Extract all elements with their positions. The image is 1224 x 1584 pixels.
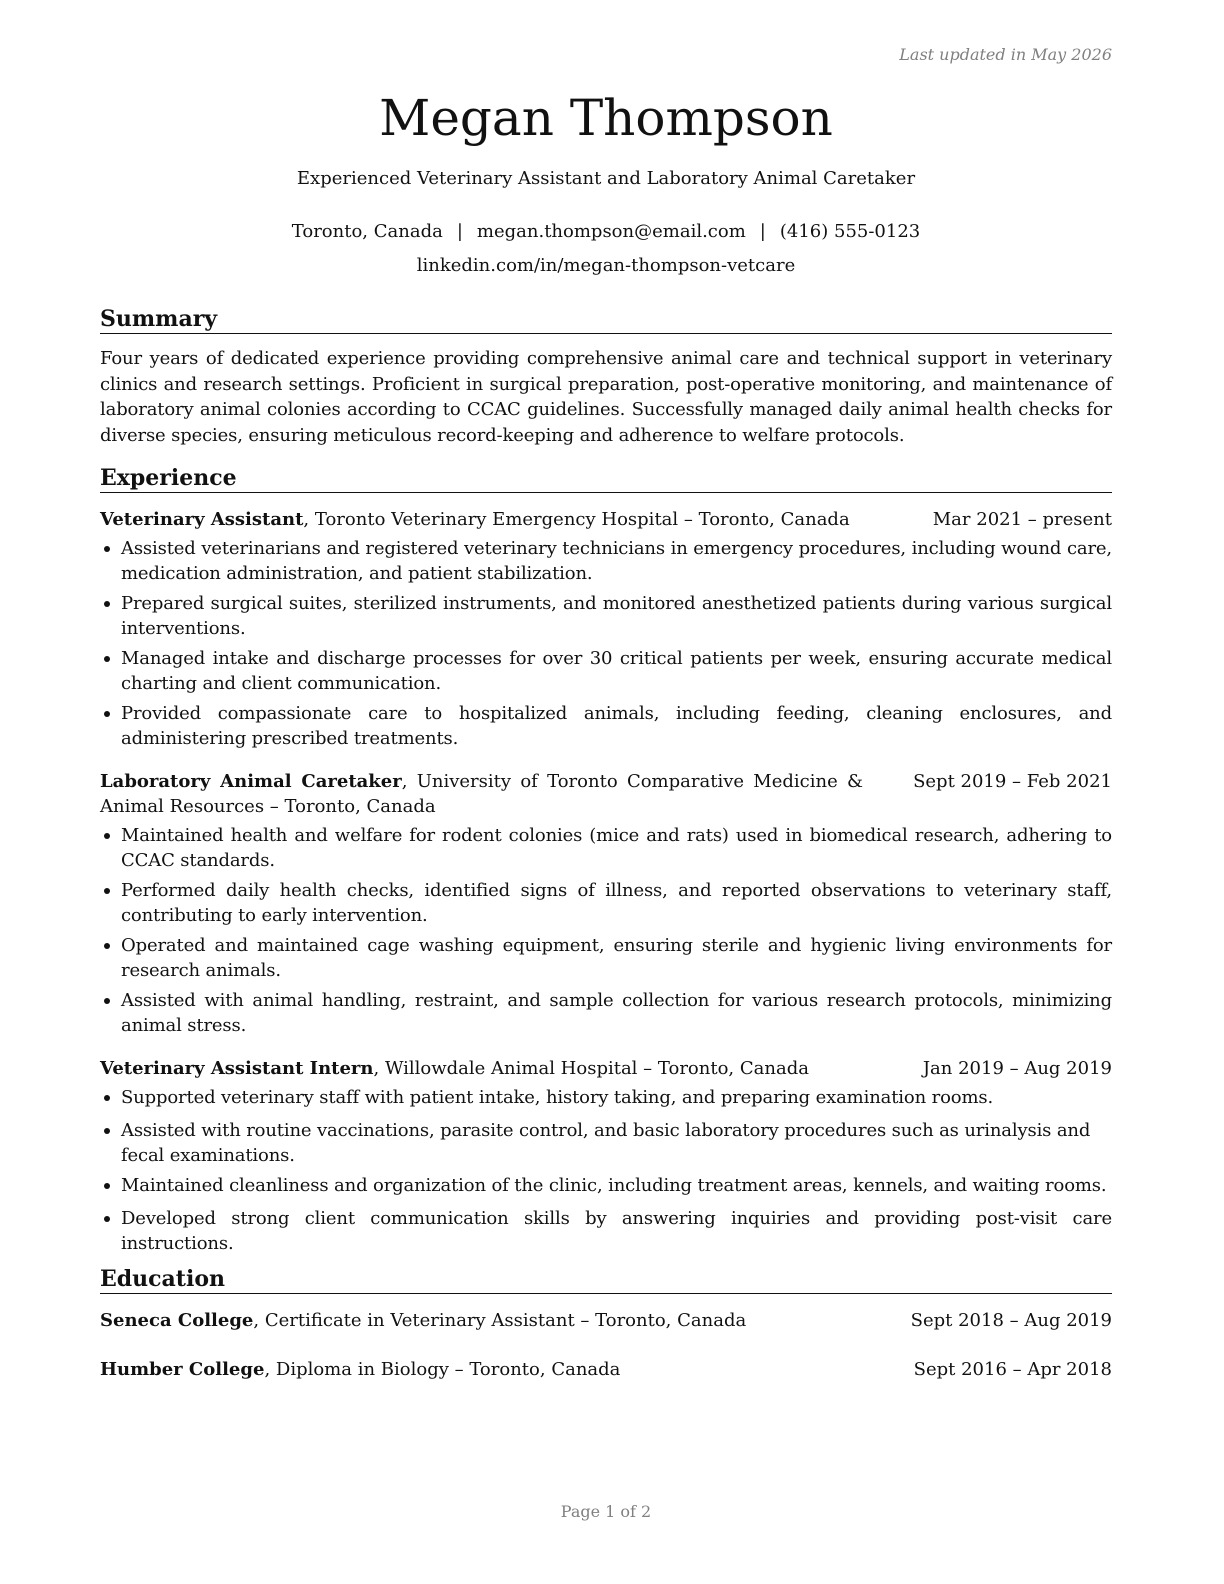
separator: | bbox=[759, 221, 766, 242]
bullet-dot bbox=[104, 1095, 110, 1101]
education-date: Sept 2016 – Apr 2018 bbox=[913, 1359, 1112, 1380]
summary-text: Four years of dedicated experience providing comprehensive animal care and technical support in veterinary clinics and research settings. Proficient in surgical preparation, post-operative monitoring, and maintenance of laboratory animal colonies according to CCAC guidelines. Successfully managed daily animal health checks for diverse species, ensuring meticulous record-keeping and adherence to welfare protocols. bbox=[100, 348, 1112, 446]
bullet-text: Maintained health and welfare for rodent colonies (mice and rats) used in biomedical research, adhering to CCAC standards. bbox=[121, 825, 1112, 871]
bullet-dot bbox=[104, 711, 110, 717]
phone: (416) 555-0123 bbox=[779, 221, 921, 242]
bullet-text: Developed strong client communication skills by answering inquiries and providing post-visit care instructions. bbox=[121, 1208, 1112, 1254]
experience-entry bbox=[100, 769, 1112, 1038]
contact-line bbox=[100, 220, 1112, 244]
education-entry bbox=[100, 1357, 1112, 1382]
entry-header bbox=[100, 769, 1112, 819]
employer: , Willowdale Animal Hospital – Toronto, Canada bbox=[373, 1058, 809, 1079]
bullet-list bbox=[100, 823, 1112, 1038]
bullet-item bbox=[100, 878, 1112, 928]
employer: , Toronto Veterinary Emergency Hospital – Toronto, Canada bbox=[303, 509, 850, 530]
bullet-dot bbox=[104, 1128, 110, 1134]
experience-entry bbox=[100, 507, 1112, 751]
job-title: Veterinary Assistant bbox=[100, 509, 304, 530]
bullet-item bbox=[100, 933, 1112, 983]
last-updated: Last updated in May 2026 bbox=[899, 45, 1112, 64]
bullet-text: Maintained cleanliness and organization of the clinic, including treatment areas, kennels, and waiting rooms. bbox=[121, 1175, 1107, 1196]
section-heading-experience: Experience bbox=[100, 464, 1112, 493]
job-title: Veterinary Assistant Intern bbox=[100, 1058, 374, 1079]
experience-entry bbox=[100, 1056, 1112, 1256]
summary-section bbox=[100, 305, 1112, 448]
entry-header bbox=[100, 1056, 1112, 1081]
bullet-text: Managed intake and discharge processes for over 30 critical patients per week, ensuring accurate medical charting and client communication. bbox=[121, 648, 1112, 694]
experience-section bbox=[100, 464, 1112, 1261]
resume-page bbox=[100, 0, 1112, 1584]
linkedin-link[interactable]: linkedin.com/in/megan-thompson-vetcare bbox=[416, 255, 796, 276]
employer: , University of Toronto Comparative Medicine & Animal Resources – Toronto, Canada bbox=[100, 771, 864, 817]
entry-header bbox=[100, 507, 1112, 532]
education-section bbox=[100, 1265, 1112, 1382]
education-date: Sept 2018 – Aug 2019 bbox=[910, 1310, 1112, 1331]
bullet-dot bbox=[104, 656, 110, 662]
education-title-line bbox=[100, 1308, 746, 1333]
bullet-item bbox=[100, 536, 1112, 586]
candidate-name: Megan Thompson bbox=[379, 89, 833, 147]
bullet-list bbox=[100, 536, 1112, 751]
bullet-text: Assisted with animal handling, restraint, and sample collection for various research protocols, minimizing animal stress. bbox=[121, 990, 1112, 1036]
school-name: Seneca College bbox=[100, 1310, 254, 1331]
section-heading-summary: Summary bbox=[100, 305, 1112, 334]
bullet-item bbox=[100, 1118, 1112, 1168]
separator: | bbox=[456, 221, 463, 242]
program: , Diploma in Biology – Toronto, Canada bbox=[264, 1359, 621, 1380]
entry-date: Jan 2019 – Aug 2019 bbox=[922, 1058, 1112, 1079]
entry-title-line bbox=[100, 1056, 923, 1081]
entry-title-line bbox=[100, 507, 933, 532]
bullet-item bbox=[100, 1206, 1112, 1256]
bullet-dot bbox=[104, 546, 110, 552]
section-heading-education: Education bbox=[100, 1265, 1112, 1294]
school-name: Humber College bbox=[100, 1359, 265, 1380]
bullet-dot bbox=[104, 1183, 110, 1189]
program: , Certificate in Veterinary Assistant – Toronto, Canada bbox=[253, 1310, 747, 1331]
bullet-item bbox=[100, 988, 1112, 1038]
bullet-item bbox=[100, 823, 1112, 873]
bullet-item bbox=[100, 701, 1112, 751]
bullet-text: Assisted with routine vaccinations, parasite control, and basic laboratory procedures such as urinalysis and fecal examinations. bbox=[121, 1120, 1091, 1166]
linkedin-line bbox=[100, 254, 1112, 278]
bullet-text: Assisted veterinarians and registered veterinary technicians in emergency procedures, including wound care, medication administration, and patient stabilization. bbox=[121, 538, 1112, 584]
entry-date: Sept 2019 – Feb 2021 bbox=[913, 771, 1112, 792]
bullet-dot bbox=[104, 1216, 110, 1222]
bullet-text: Prepared surgical suites, sterilized instruments, and monitored anesthetized patients during various surgical interventions. bbox=[121, 593, 1112, 639]
page-number: Page 1 of 2 bbox=[560, 1502, 652, 1521]
bullet-item bbox=[100, 591, 1112, 641]
education-title-line bbox=[100, 1357, 620, 1382]
bullet-dot bbox=[104, 943, 110, 949]
bullet-dot bbox=[104, 888, 110, 894]
bullet-text: Supported veterinary staff with patient intake, history taking, and preparing examination rooms. bbox=[121, 1087, 994, 1108]
bullet-dot bbox=[104, 833, 110, 839]
bullet-item bbox=[100, 646, 1112, 696]
education-entry bbox=[100, 1308, 1112, 1333]
job-title: Laboratory Animal Caretaker bbox=[100, 771, 402, 792]
location: Toronto, Canada bbox=[291, 221, 443, 242]
bullet-text: Provided compassionate care to hospitalized animals, including feeding, cleaning enclosures, and administering prescribed treatments. bbox=[121, 703, 1112, 749]
bullet-list bbox=[100, 1085, 1112, 1256]
email-link[interactable]: megan.thompson@email.com bbox=[476, 221, 746, 242]
bullet-item bbox=[100, 1173, 1112, 1198]
bullet-dot bbox=[104, 601, 110, 607]
entry-date: Mar 2021 – present bbox=[932, 509, 1112, 530]
bullet-dot bbox=[104, 998, 110, 1004]
entry-title-line bbox=[100, 769, 913, 819]
headline: Experienced Veterinary Assistant and Laboratory Animal Caretaker bbox=[296, 168, 916, 189]
bullet-text: Operated and maintained cage washing equipment, ensuring sterile and hygienic living environments for research animals. bbox=[121, 935, 1112, 981]
bullet-text: Performed daily health checks, identified signs of illness, and reported observations to veterinary staff, contributing to early intervention. bbox=[121, 880, 1112, 926]
bullet-item bbox=[100, 1085, 1112, 1110]
